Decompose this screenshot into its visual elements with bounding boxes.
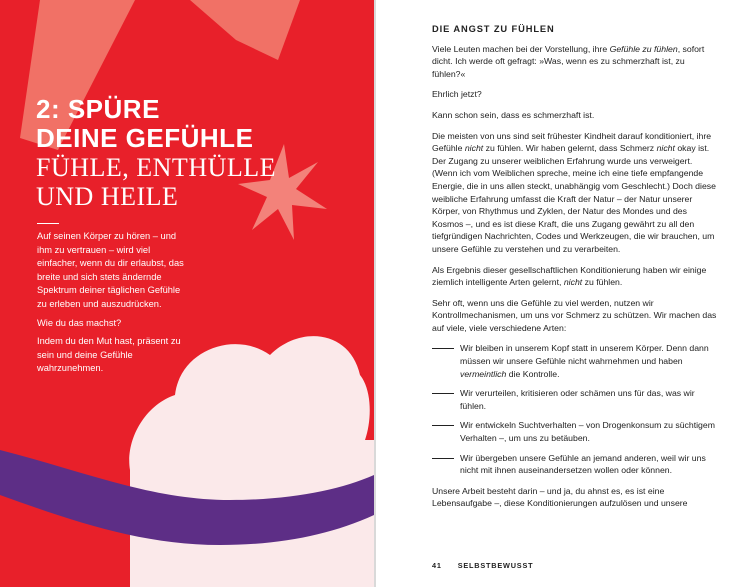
dash-marker bbox=[432, 393, 454, 394]
intro-paragraph: Wie du das machst? bbox=[37, 317, 122, 328]
page-footer bbox=[432, 561, 533, 570]
paragraph: Die meisten von uns sind seit frühester Kindheit darauf konditioniert, ihre Gefühle nicht zu fühlen. Wir haben gelernt, dass Schmerz nicht okay ist. Der Zugang zu unserer weiblichen Erfahrung wurde uns verweigert. (Wenn ich vom Weiblichen spreche, meine ich eine tiefe empfangende Energie, die in uns allen steckt, unabhängig vom Geschlecht.) Doch diese weibliche Erfahrung umfasst die Kraft der Natur – der Natur unserer Körper, von Rhythmus und Zyklen, der Natur des Mondes und des Kosmos –, und es ist diese Kraft, die uns Zugang gewährt zu all den tiefgründigen Nachrichten, Codes und Werkzeugen, die wir brauchen, um unsere Gefühle zu verstehen und zu verarbeiten. bbox=[432, 130, 716, 254]
chapter-title bbox=[36, 95, 276, 211]
light-beam-right bbox=[190, 0, 300, 60]
paragraph: Als Ergebnis dieser gesellschaftlichen Konditionierung haben wir einige ziemlich intelligente Arten gelernt, nicht zu fühlen. bbox=[432, 264, 707, 288]
body-text bbox=[432, 23, 717, 518]
section-heading: DIE ANGST ZU FÜHLEN bbox=[432, 24, 555, 34]
list-item: Wir bleiben in unserem Kopf statt in unserem Körper. Denn dann müssen wir unsere Gefühle nicht wahrnehmen und haben vermeintlich die Kontrolle. bbox=[432, 342, 717, 380]
running-head: SELBSTBEWUSST bbox=[457, 561, 534, 570]
paragraph: Viele Leuten machen bei der Vorstellung, ihre Gefühle zu fühlen, sofort dicht. Ich werde oft gefragt: »Was, wenn es zu schmerzhaft ist, zu fühlen?« bbox=[432, 43, 705, 79]
paragraph: Sehr oft, wenn uns die Gefühle zu viel werden, nutzen wir Kontrollmechanismen, um uns vor Schmerz zu schützen. Wir machen das auf viele, viele verschiedene Arten: bbox=[432, 297, 717, 333]
dash-list bbox=[432, 342, 717, 476]
chapter-subtitle-line: FÜHLE, ENTHÜLLE bbox=[36, 153, 277, 182]
list-item: Wir verurteilen, kritisieren oder schämen uns für das, was wir fühlen. bbox=[432, 387, 717, 412]
chapter-subtitle-line: UND HEILE bbox=[36, 182, 179, 211]
dash-marker bbox=[432, 425, 454, 426]
paragraph: Kann schon sein, dass es schmerzhaft ist. bbox=[432, 109, 595, 120]
chapter-title-line: DEINE GEFÜHLE bbox=[36, 123, 254, 153]
list-item: Wir übergeben unsere Gefühle an jemand anderen, weil wir uns nicht mit ihnen auseinandersetzen wollen oder können. bbox=[432, 452, 717, 477]
dash-marker bbox=[432, 348, 454, 349]
list-item: Wir entwickeln Suchtverhalten – von Drogenkonsum zu süchtigem Verhalten –, um uns zu betäuben. bbox=[432, 419, 717, 444]
paragraph: Unsere Arbeit besteht darin – und ja, du ahnst es, es ist eine Lebensaufgabe –, diese Konditionierungen aufzulösen und unsere bbox=[432, 485, 688, 509]
dash-marker bbox=[432, 458, 454, 459]
paragraph: Ehrlich jetzt? bbox=[432, 89, 482, 100]
page-number: 41 bbox=[432, 561, 442, 570]
intro-text bbox=[37, 230, 189, 381]
right-page bbox=[376, 0, 750, 587]
divider bbox=[37, 223, 59, 224]
chapter-title-line: 2: SPÜRE bbox=[36, 94, 160, 124]
intro-paragraph: Auf seinen Körper zu hören – und ihm zu vertrauen – wird viel einfacher, wenn du dir erlaubst, das breite und sich stets ändernde Spektrum deiner täglichen Gefühle zu erleben und auszudrücken. bbox=[37, 231, 184, 309]
intro-paragraph: Indem du den Mut hast, präsent zu sein und deine Gefühle wahrzunehmen. bbox=[37, 336, 181, 374]
left-page bbox=[0, 0, 374, 587]
